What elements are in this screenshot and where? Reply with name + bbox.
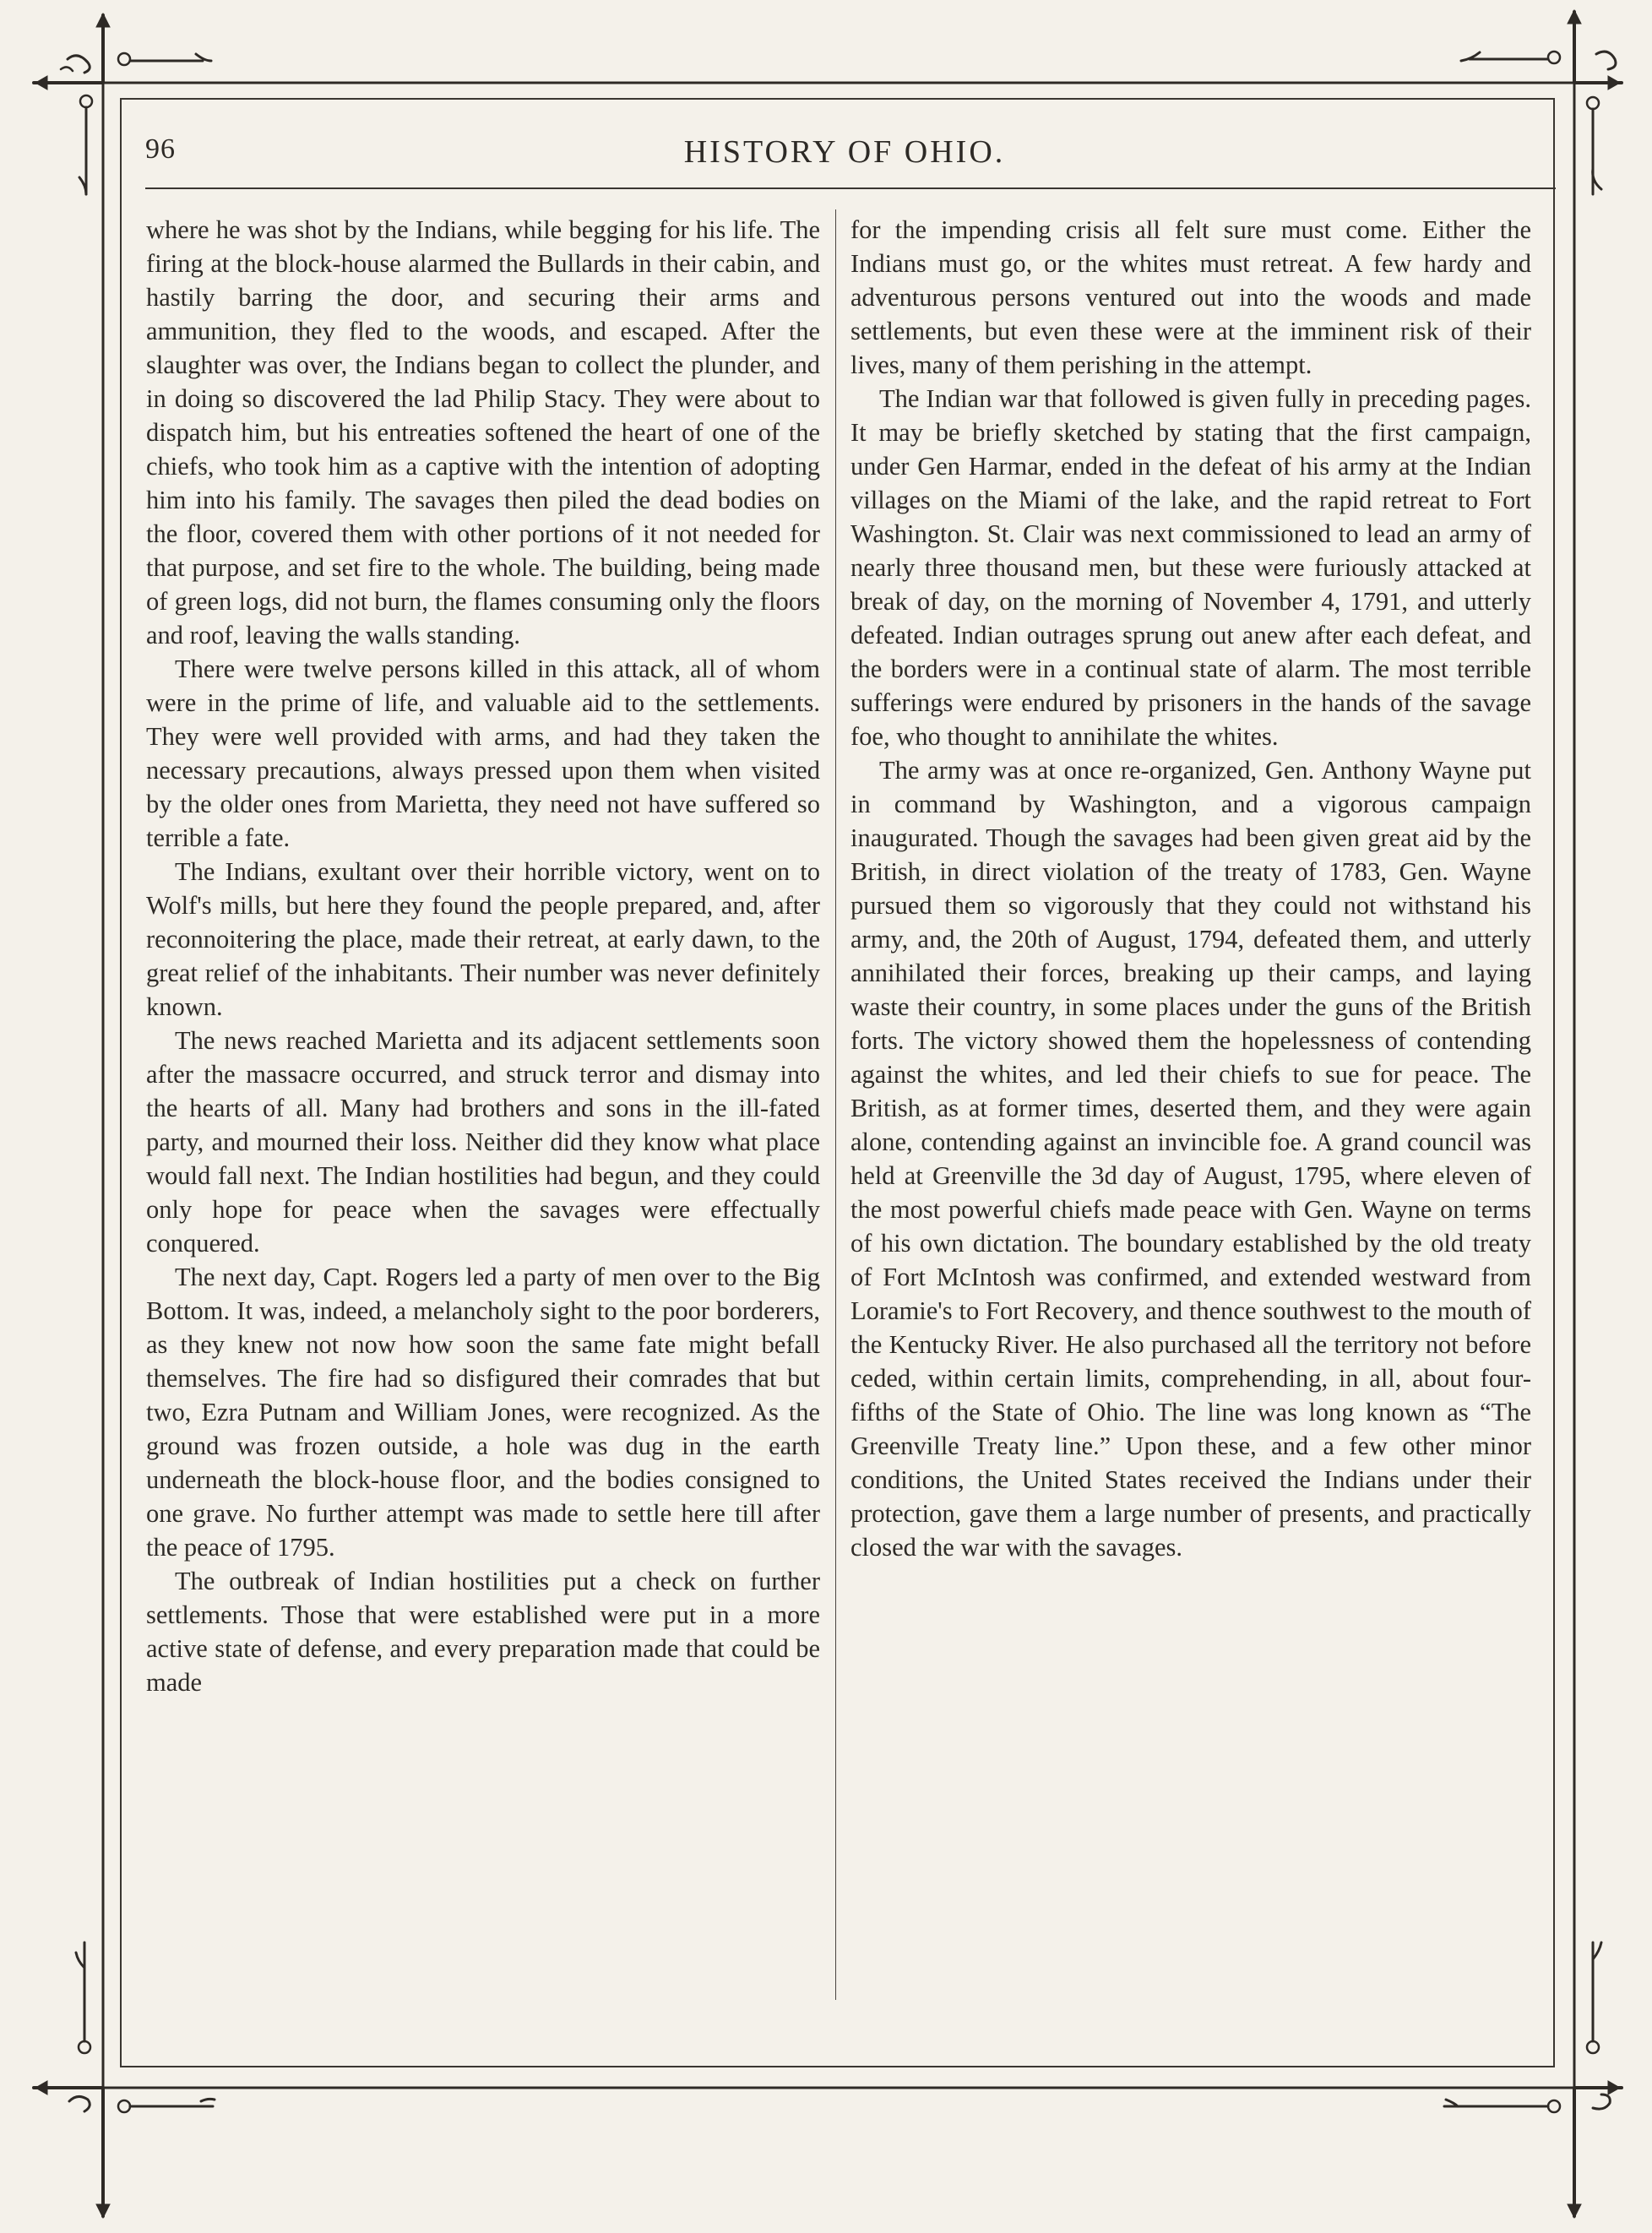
paragraph: where he was shot by the Indians, while begging for his life. The firing at the block-house alarmed the Bullards in their cabin, and hastily barring the door, and securing their arms and ammunition, they fled to the woods, and escaped. After the slaughter was over, the Indians began to collect the plunder, and in doing so discovered the lad Philip Stacy. They were about to dispatch him, but his entreaties softened the heart of one of the chiefs, who took him as a captive with the intention of adopting him into his family. The savages then piled the dead bodies on the floor, covered them with other portions of it not needed for that purpose, and set fire to the whole. The building, being made of green logs, did not burn, the flames consuming only the floors and roof, leaving the walls standing. bbox=[146, 215, 820, 649]
right-column bbox=[850, 213, 1531, 1564]
column-divider bbox=[835, 209, 836, 2000]
page-header bbox=[144, 133, 1546, 186]
paragraph: The army was at once re-organized, Gen. Anthony Wayne put in command by Washington, and a vigorous campaign inaugurated. Though the savages had been given great aid by the British, in direct violation of the treaty of 1783, Gen. Wayne pursued them so vigorously that they could not withstand his army, and, the 20th of August, 1794, defeated them, and utterly annihilated their forces, breaking up their camps, and laying waste their country, in some places under the guns of the British forts. The victory showed them the hopelessness of contending against the whites, and led their chiefs to sue for peace. The British, as at former times, deserted them, and they were again alone, contending against an invincible foe. A grand council was held at Greenville the 3d day of August, 1795, where eleven of the most powerful chiefs made peace with Gen. Wayne on terms of his own dictation. The boundary established by the old treaty of Fort McIntosh was confirmed, and extended westward from Loramie's to Fort Recovery, and thence southwest to the mouth of the Kentucky River. He also purchased all the territory not before ceded, within certain limits, comprehending, in all, about four-fifths of the State of Ohio. The line was long known as “The Greenville Treaty line.” Upon these, and a few other minor conditions, the United States received the Indians under their protection, gave them a large number of presents, and practically closed the war with the savages. bbox=[850, 756, 1531, 1562]
page-number: 96 bbox=[145, 133, 176, 165]
paragraph: The outbreak of Indian hostilities put a check on further settlements. Those that were established were put in a more active state of defense, and every preparation made that could be made bbox=[146, 1567, 820, 1697]
paragraph: The Indians, exultant over their horrible victory, went on to Wolf's mills, but here they found the people prepared, and, after reconnoitering the place, made their retreat, at early dawn, to the great relief of the inhabitants. Their number was never definitely known. bbox=[146, 857, 820, 1021]
paragraph: The Indian war that followed is given fully in preceding pages. It may be briefly sketched by stating that the first campaign, under Gen Harmar, ended in the defeat of his army at the Indian villages on the Miami of the lake, and the rapid retreat to Fort Washington. St. Clair was next commissioned to lead an army of nearly three thousand men, but these were furiously attacked at break of day, on the morning of November 4, 1791, and utterly defeated. Indian outrages sprung out anew after each defeat, and the borders were in a continual state of alarm. The most terrible sufferings were endured by prisoners in the hands of the savage foe, who thought to annihilate the whites. bbox=[850, 384, 1531, 751]
paragraph: The next day, Capt. Rogers led a party of men over to the Big Bottom. It was, indeed, a melancholy sight to the poor borderers, as they knew not now how soon the same fate might befall themselves. The fire had so disfigured their comrades that but two, Ezra Putnam and William Jones, were recognized. As the ground was frozen outside, a hole was dug in the earth underneath the block-house floor, and the bodies consigned to one grave. No further attempt was made to settle here till after the peace of 1795. bbox=[146, 1263, 820, 1562]
paragraph: There were twelve persons killed in this attack, all of whom were in the prime of life, and valuable aid to the settlements. They were well provided with arms, and had they taken the necessary precautions, always pressed upon them when visited by the older ones from Marietta, they need not have suffered so terrible a fate. bbox=[146, 655, 820, 852]
paragraph: The news reached Marietta and its adjacent settlements soon after the massacre occurred, and struck terror and dismay into the hearts of all. Many had brothers and sons in the ill-fated party, and mourned their loss. Neither did they know what place would fall next. The Indian hostilities had begun, and they could only hope for peace when the savages were effectually conquered. bbox=[146, 1026, 820, 1258]
running-head: HISTORY OF OHIO. bbox=[683, 134, 1006, 170]
left-column bbox=[146, 213, 820, 1699]
paragraph: for the impending crisis all felt sure must come. Either the Indians must go, or the whites must retreat. A few hardy and adventurous persons ventured out into the woods and made settlements, but even these were at the imminent risk of their lives, many of them perishing in the attempt. bbox=[850, 215, 1531, 379]
header-rule bbox=[145, 187, 1556, 189]
